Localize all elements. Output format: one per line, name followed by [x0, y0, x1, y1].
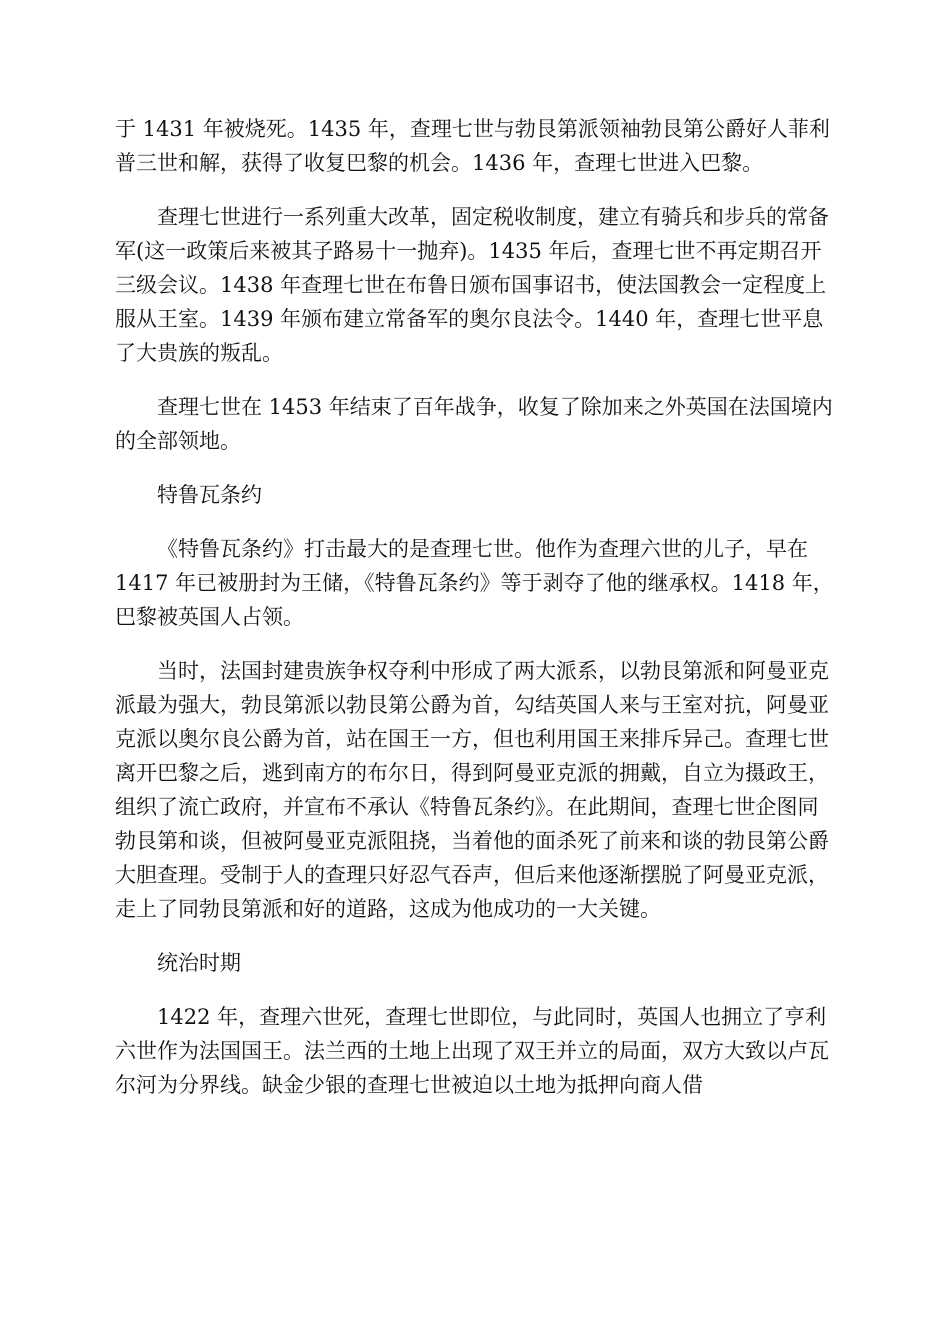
paragraph-end-of-war: 查理七世在 1453 年结束了百年战争，收复了除加来之外英国在法国境内的全部领地。	[115, 395, 833, 453]
paragraph-reforms: 查理七世进行一系列重大改革，固定税收制度，建立有骑兵和步兵的常备军(这一政策后来被其子路易十一抛弃)。1435 年后，查理七世不再定期召开三级会议。1438 年查理七世在布鲁日颁布国事诏书，使法国教会一定程度上服从王室。1439 年颁布建立常备军的奥尔良法令。1440 年，查理七世平息了大贵族的叛乱。	[115, 205, 829, 365]
section-heading-reign: 统治时期	[157, 951, 241, 975]
document-body	[115, 112, 835, 1122]
paragraph-treaty: 《特鲁瓦条约》打击最大的是查理七世。他作为查理六世的儿子，早在 1417 年已被册封为王储，《特鲁瓦条约》等于剥夺了他的继承权。1418 年，巴黎被英国人占领。	[115, 537, 834, 629]
paragraph-reign: 1422 年，查理六世死，查理七世即位，与此同时，英国人也拥立了亨利六世作为法国国王。法兰西的土地上出现了双王并立的局面，双方大致以卢瓦尔河为分界线。缺金少银的查理七世被迫以土地为抵押向商人借	[115, 1005, 829, 1097]
paragraph-continued: 于 1431 年被烧死。1435 年，查理七世与勃艮第派领袖勃艮第公爵好人菲利普三世和解，获得了收复巴黎的机会。1436 年，查理七世进入巴黎。	[115, 117, 830, 175]
section-heading-treaty: 特鲁瓦条约	[157, 483, 262, 507]
paragraph-factions: 当时，法国封建贵族争权夺利中形成了两大派系，以勃艮第派和阿曼亚克派最为强大，勃艮第派以勃艮第公爵为首，勾结英国人来与王室对抗，阿曼亚克派以奥尔良公爵为首，站在国王一方，但也利用国王来排斥异己。查理七世离开巴黎之后，逃到南方的布尔日，得到阿曼亚克派的拥戴，自立为摄政王，组织了流亡政府，并宣布不承认《特鲁瓦条约》。在此期间，查理七世企图同勃艮第和谈，但被阿曼亚克派阻挠，当着他的面杀死了前来和谈的勃艮第公爵大胆查理。受制于人的查理只好忍气吞声，但后来他逐渐摆脱了阿曼亚克派，走上了同勃艮第派和好的道路，这成为他成功的一大关键。	[115, 659, 829, 921]
